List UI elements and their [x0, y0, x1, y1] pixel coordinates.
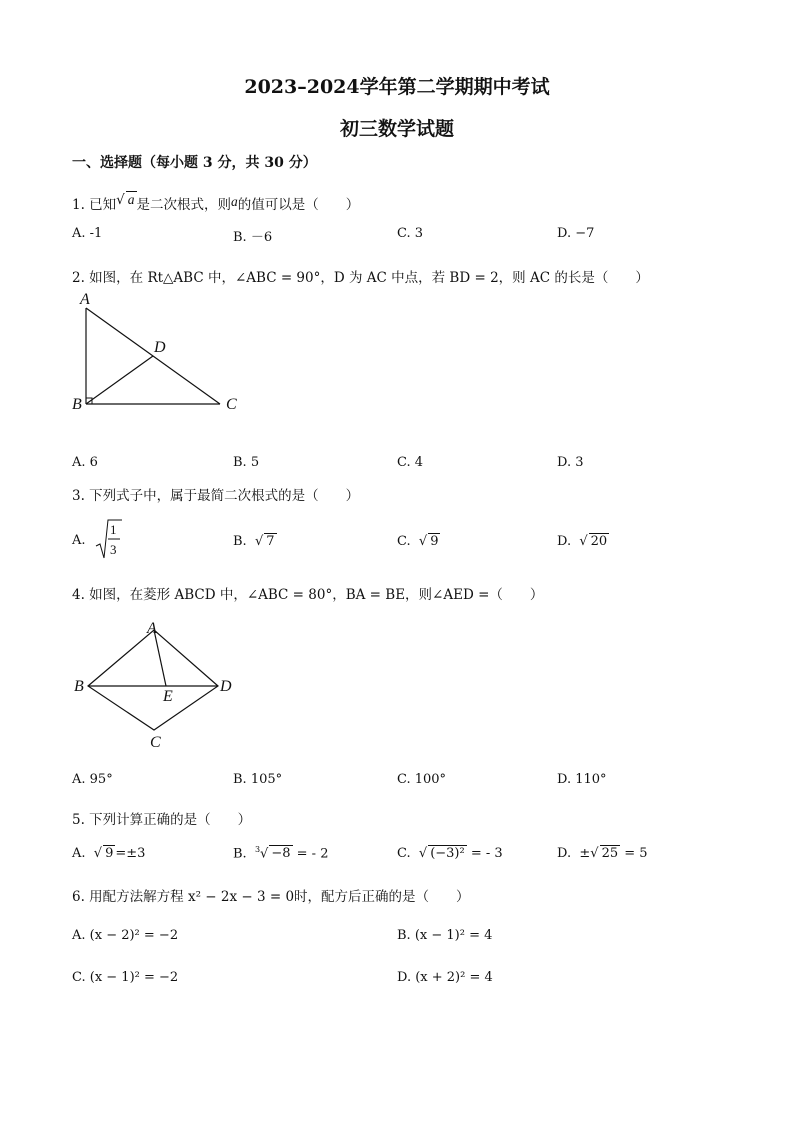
question-3: 3. 下列式子中，属于最简二次根式的是（ ）: [72, 488, 360, 504]
q2-option-a[interactable]: A. 6: [72, 455, 98, 470]
q6-option-d[interactable]: D. (x + 2)² = 4: [397, 970, 493, 985]
q4-label-e: E: [163, 688, 173, 705]
q5-option-b[interactable]: B. $^3$√ −8 = - 2: [233, 845, 329, 862]
q1-suffix: 的值可以是（ ）: [237, 197, 360, 213]
q4-option-a[interactable]: A. 95°: [72, 772, 113, 787]
q4-label-d: D: [220, 678, 232, 695]
q2-option-c[interactable]: C. 4: [397, 455, 424, 470]
question-4: 4. 如图，在菱形 ABCD 中，∠ABC = 80°，BA = BE，则∠AED =（ ）: [72, 587, 544, 603]
question-2: 2. 如图，在 Rt△ABC 中，∠ABC = 90°，D 为 AC 中点，若 BD = 2，则 AC 的长是（ ）: [72, 270, 649, 286]
q1-mid: 是二次根式，则: [136, 197, 232, 213]
q5-option-c[interactable]: C. √ (−3)² = - 3: [397, 846, 503, 861]
q2-option-b[interactable]: B. 5: [233, 455, 260, 470]
q4-rhombus-figure: [68, 616, 248, 756]
section-heading: 一、选择题（每小题 3 分，共 30 分）: [72, 155, 317, 171]
q6-option-a[interactable]: A. (x − 2)² = −2: [72, 928, 179, 943]
question-1: 1. 已知√ a 是二次根式，则a的值可以是（ ）: [72, 192, 360, 213]
q2-triangle-figure: [68, 288, 248, 413]
q2-option-d[interactable]: D. 3: [557, 455, 584, 470]
q1-variable: a: [231, 194, 238, 209]
q4-label-c: C: [150, 734, 161, 751]
q2-label-c: C: [226, 396, 237, 413]
q5-option-d[interactable]: D. ±√ 25 = 5: [557, 846, 648, 861]
q1-option-c[interactable]: C. 3: [397, 226, 424, 241]
q4-label-b: B: [74, 678, 84, 695]
q6-option-b[interactable]: B. (x − 1)² = 4: [397, 928, 493, 943]
question-6: 6. 用配方法解方程 x² − 2x − 3 = 0时，配方后正确的是（ ）: [72, 889, 470, 905]
q4-option-c[interactable]: C. 100°: [397, 772, 447, 787]
question-5: 5. 下列计算正确的是（ ）: [72, 812, 252, 828]
q2-segment-bd: [86, 356, 153, 404]
q1-option-a[interactable]: A. -1: [72, 226, 103, 241]
q2-label-a: A: [80, 291, 90, 308]
page-subtitle: 初三数学试题: [339, 118, 454, 140]
q1-radicand: a: [127, 192, 135, 207]
q3-option-d[interactable]: D. √ 20: [557, 534, 608, 549]
svg-text:3: 3: [110, 542, 117, 557]
q2-label-b: B: [72, 396, 82, 413]
q3-option-a-expression: [94, 518, 124, 562]
q4-option-d[interactable]: D. 110°: [557, 772, 607, 787]
q1-prefix: 1. 已知: [72, 197, 117, 213]
q1-option-d[interactable]: D. −7: [557, 226, 595, 241]
q5-option-a[interactable]: A. √ 9 =±3: [72, 846, 146, 861]
q2-label-d: D: [154, 339, 166, 356]
page-title: 2023–2024学年第二学期期中考试: [244, 76, 550, 98]
q3-option-a[interactable]: A.: [72, 533, 86, 548]
q1-option-b[interactable]: B. －6: [233, 230, 273, 245]
q3-option-b[interactable]: B. √ 7: [233, 534, 275, 549]
q4-option-b[interactable]: B. 105°: [233, 772, 283, 787]
q3-option-c[interactable]: C. √ 9: [397, 534, 439, 549]
q4-label-a: A: [147, 620, 157, 637]
svg-text:1: 1: [110, 522, 117, 537]
q4-rhombus-abcd: [88, 630, 218, 730]
q6-option-c[interactable]: C. (x − 1)² = −2: [72, 970, 179, 985]
